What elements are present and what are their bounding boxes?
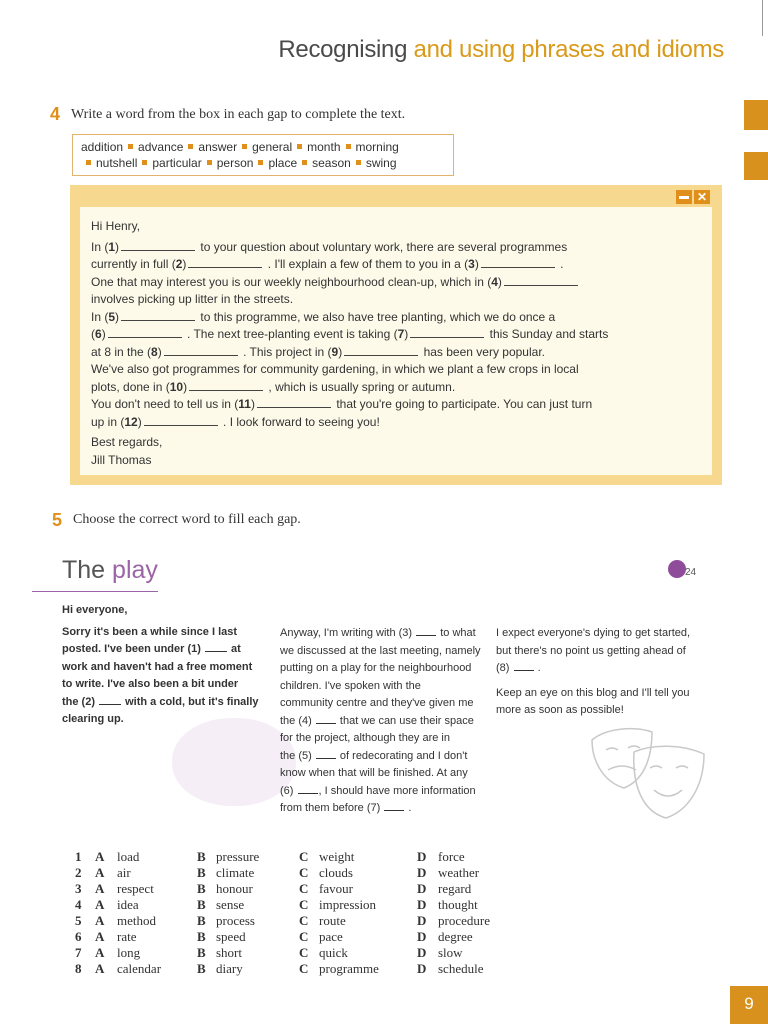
option-letter: A xyxy=(95,961,105,976)
option-letter: A xyxy=(95,897,105,912)
word-box-word: swing xyxy=(365,156,397,170)
option-letter: A xyxy=(95,929,105,944)
gap-number: 4 xyxy=(491,274,498,289)
blog-line: I expect everyone's dying to get started, xyxy=(496,627,691,639)
word-box-word: month xyxy=(307,140,341,154)
option-d[interactable]: procedure xyxy=(438,913,490,928)
word-box-word: answer xyxy=(198,140,238,154)
option-letter: B xyxy=(197,849,206,864)
blog-title-accent: play xyxy=(112,556,158,584)
page-header xyxy=(278,36,724,64)
option-d[interactable]: degree xyxy=(438,929,473,944)
exercise-5-instruction: Choose the correct word to fill each gap. xyxy=(73,512,301,527)
word-box-word: place xyxy=(268,156,298,170)
blog-line: Keep an eye on this blog and I'll tell you xyxy=(496,686,690,699)
title-underline xyxy=(32,591,158,592)
option-letter: A xyxy=(95,865,105,880)
option-c[interactable]: weight xyxy=(319,849,355,864)
blog-column-2 xyxy=(280,625,485,818)
gap-number: 5 xyxy=(108,309,116,324)
option-letter: A xyxy=(95,913,105,928)
email-line: at 8 in the (8) . This project in (9) has been very popular. xyxy=(91,344,545,359)
option-b[interactable]: diary xyxy=(216,961,243,976)
bullet-square-icon xyxy=(142,160,147,165)
exercise-4-instruction: Write a word from the box in each gap to complete the text. xyxy=(71,107,406,122)
side-tab-marker xyxy=(744,152,768,180)
speech-bubble-decoration xyxy=(172,718,296,806)
option-letter: C xyxy=(299,897,309,912)
blog-line: know when that will be finished. At any xyxy=(280,767,468,779)
minimize-button[interactable] xyxy=(676,190,692,204)
bullet-square-icon xyxy=(302,160,307,165)
option-a[interactable]: rate xyxy=(117,929,137,944)
blog-line: putting on a play for the neighbourhood xyxy=(280,662,472,674)
blog-line: we discussed at the last meeting, namely xyxy=(280,644,481,657)
gap-1 xyxy=(205,643,227,652)
option-letter: A xyxy=(95,945,105,960)
bullet-square-icon xyxy=(188,144,193,149)
word-box-word: general xyxy=(252,140,293,154)
bullet-square-icon xyxy=(346,144,351,149)
option-c[interactable]: quick xyxy=(319,945,348,960)
gap-number: 6 xyxy=(95,327,102,341)
word-box-word: advance xyxy=(138,140,184,154)
option-number: 1 xyxy=(75,849,82,864)
gap-number: 7 xyxy=(397,327,405,341)
option-c[interactable]: impression xyxy=(319,897,377,912)
blog-line: for the project, although they are in xyxy=(280,732,450,744)
option-a[interactable]: idea xyxy=(117,897,139,912)
option-number: 5 xyxy=(75,913,82,928)
audio-track-number: 24 xyxy=(685,567,697,578)
blog-line: clearing up. xyxy=(62,713,124,725)
blog-line: the (2) with a cold, but it's finally xyxy=(62,695,259,708)
option-b[interactable]: climate xyxy=(216,865,255,880)
blog-title-plain: The xyxy=(62,556,106,584)
option-letter: D xyxy=(417,961,427,976)
option-letter: D xyxy=(417,897,427,912)
blog-line: more as soon as possible! xyxy=(496,704,624,716)
option-c[interactable]: route xyxy=(319,913,346,928)
bullet-square-icon xyxy=(297,144,302,149)
bullet-square-icon xyxy=(258,160,263,165)
option-letter: B xyxy=(197,881,206,896)
email-line: involves picking up litter in the streets. xyxy=(91,292,294,306)
blog-line: Anyway, I'm writing with (3) to what xyxy=(280,627,476,639)
word-box-word: nutshell xyxy=(96,156,138,170)
option-c[interactable]: favour xyxy=(319,881,353,896)
blog-greeting: Hi everyone, xyxy=(62,604,128,616)
email-line: currently in full (2) . I'll explain a few of them to you in a (3) . xyxy=(91,257,564,271)
page-number: 9 xyxy=(730,986,768,1024)
option-b[interactable]: speed xyxy=(216,929,246,944)
option-d[interactable]: schedule xyxy=(438,961,484,976)
email-greeting: Hi Henry, xyxy=(91,219,141,233)
option-letter: D xyxy=(417,929,427,944)
option-c[interactable]: pace xyxy=(319,929,343,944)
option-b[interactable]: honour xyxy=(216,881,253,896)
email-line: In (5) to this programme, we also have tree planting, which we do once a xyxy=(91,309,556,324)
option-b[interactable]: pressure xyxy=(216,849,260,864)
gap-number: 2 xyxy=(175,257,183,271)
theatre-masks-icon xyxy=(586,718,712,830)
word-box-word: particular xyxy=(152,156,202,170)
email-line: up in (12) . I look forward to seeing you! xyxy=(91,414,380,429)
option-letter: D xyxy=(417,865,427,880)
gap-blank[interactable] xyxy=(189,382,263,391)
option-letter: B xyxy=(197,865,206,880)
option-d[interactable]: force xyxy=(438,849,465,864)
audio-track-icon[interactable] xyxy=(668,560,686,578)
gap-number: 9 xyxy=(331,344,339,359)
option-number: 7 xyxy=(75,945,82,960)
gap-blank[interactable] xyxy=(410,329,484,338)
blog-column-1 xyxy=(62,602,272,729)
gap-8 xyxy=(514,662,534,671)
email-line: One that may interest you is our weekly neighbourhood clean-up, which in (4) xyxy=(91,274,691,292)
gap-4 xyxy=(316,715,336,724)
word-box-word: addition xyxy=(81,140,124,154)
email-signature: Jill Thomas xyxy=(91,452,152,467)
gap-blank[interactable] xyxy=(121,312,195,321)
exercise-5-number: 5 xyxy=(52,510,63,530)
option-letter: C xyxy=(299,849,309,864)
bullet-square-icon xyxy=(242,144,247,149)
option-a[interactable]: calendar xyxy=(117,961,162,976)
gap-blank[interactable] xyxy=(188,259,262,268)
email-text xyxy=(91,218,691,469)
option-a[interactable]: respect xyxy=(117,881,154,896)
option-letter: B xyxy=(197,945,206,960)
option-d[interactable]: thought xyxy=(438,897,478,912)
option-b[interactable]: sense xyxy=(216,897,245,912)
word-box-word: season xyxy=(312,156,351,170)
side-tab-marker xyxy=(744,100,768,130)
gap-5 xyxy=(316,750,336,759)
option-c[interactable]: programme xyxy=(319,961,379,976)
blog-line: but there's no point us getting ahead of xyxy=(496,644,686,657)
close-button[interactable]: ✕ xyxy=(694,190,710,204)
gap-blank[interactable] xyxy=(108,329,182,338)
option-letter: C xyxy=(299,881,309,896)
option-b[interactable]: short xyxy=(216,945,242,960)
header-title-plain: Recognising xyxy=(278,36,408,63)
option-number: 3 xyxy=(75,881,82,896)
option-c[interactable]: clouds xyxy=(319,865,353,880)
option-b[interactable]: process xyxy=(216,913,255,928)
option-number: 8 xyxy=(75,961,82,976)
option-letter: C xyxy=(299,945,309,960)
blog-line: posted. I've been under (1) at xyxy=(62,643,241,655)
option-letter: C xyxy=(299,865,309,880)
email-line: (6) . The next tree-planting event is taking (7) this Sunday and starts xyxy=(91,327,609,341)
gap-3 xyxy=(416,627,436,636)
blog-title xyxy=(62,556,158,585)
bullet-square-icon xyxy=(86,160,91,165)
blog-line: the (4) that we can use their space xyxy=(280,714,474,727)
option-letter: D xyxy=(417,913,427,928)
gap-number: 3 xyxy=(468,257,475,271)
gap-number: 12 xyxy=(124,414,138,429)
option-a[interactable]: method xyxy=(117,913,156,928)
gap-number: 8 xyxy=(151,344,158,359)
gap-number: 1 xyxy=(108,239,116,254)
gap-blank[interactable] xyxy=(504,277,578,286)
blog-line: (6) , I should have more information xyxy=(280,784,476,797)
blog-line: from them before (7) . xyxy=(280,802,412,814)
email-body xyxy=(80,207,712,475)
gap-blank[interactable] xyxy=(164,347,238,356)
email-closing: Best regards, xyxy=(91,435,163,449)
word-box-row xyxy=(81,139,445,155)
gap-blank[interactable] xyxy=(144,417,218,426)
option-letter: A xyxy=(95,881,105,896)
blog-line: work and haven't had a free moment xyxy=(62,660,253,673)
word-box-word: morning xyxy=(355,140,399,154)
option-d[interactable]: slow xyxy=(438,945,463,960)
gap-blank[interactable] xyxy=(344,347,418,356)
gap-blank[interactable] xyxy=(481,259,555,268)
email-window xyxy=(70,185,722,485)
word-box xyxy=(72,134,454,176)
gap-blank[interactable] xyxy=(257,399,331,408)
email-lines xyxy=(91,239,691,432)
option-letter: C xyxy=(299,913,309,928)
bullet-square-icon xyxy=(128,144,133,149)
blog-line: the (5) of redecorating and I don't xyxy=(280,749,468,762)
bullet-square-icon xyxy=(356,160,361,165)
option-number: 6 xyxy=(75,929,82,944)
option-number: 2 xyxy=(75,865,82,880)
email-line: plots, done in (10) , which is usually spring or autumn. xyxy=(91,379,456,394)
option-letter: D xyxy=(417,881,427,896)
blog-line: community centre and they've given me xyxy=(280,697,474,709)
option-d[interactable]: regard xyxy=(438,881,472,896)
header-title-accent: and using phrases and idioms xyxy=(413,36,724,63)
word-box-word: person xyxy=(216,156,254,170)
word-box-row xyxy=(81,155,445,171)
email-line: In (1) to your question about voluntary work, there are several programmes xyxy=(91,239,568,254)
blog-line: children. I've spoken with the xyxy=(280,679,421,692)
option-letter: C xyxy=(299,961,309,976)
corner-rule xyxy=(762,0,763,36)
blog-column-3 xyxy=(496,625,706,720)
gap-number: 10 xyxy=(169,379,184,394)
blog-line: (8) . xyxy=(496,662,541,674)
option-letter: B xyxy=(197,961,206,976)
email-line: We've also got programmes for community gardening, in which we plant a few crops in local xyxy=(91,362,579,376)
gap-7 xyxy=(384,802,404,811)
option-d[interactable]: weather xyxy=(438,865,480,880)
gap-6 xyxy=(298,785,318,794)
option-letter: D xyxy=(417,849,427,864)
bullet-square-icon xyxy=(207,160,212,165)
email-line: You don't need to tell us in (11) that you're going to participate. You can just turn xyxy=(91,397,593,411)
blog-line: to write. I've also been a bit under xyxy=(62,678,239,690)
option-letter: A xyxy=(95,849,105,864)
option-a[interactable]: load xyxy=(117,849,140,864)
option-a[interactable]: air xyxy=(117,865,131,880)
option-letter: C xyxy=(299,929,309,944)
gap-2 xyxy=(99,696,121,705)
option-letter: B xyxy=(197,913,206,928)
option-number: 4 xyxy=(75,897,82,912)
blog-line: Sorry it's been a while since I last xyxy=(62,625,238,638)
gap-number: 11 xyxy=(238,397,251,411)
option-letter: B xyxy=(197,929,206,944)
exercise-4-number: 4 xyxy=(50,104,61,124)
option-letter: B xyxy=(197,897,206,912)
gap-blank[interactable] xyxy=(121,242,195,251)
option-a[interactable]: long xyxy=(117,945,141,960)
option-letter: D xyxy=(417,945,427,960)
